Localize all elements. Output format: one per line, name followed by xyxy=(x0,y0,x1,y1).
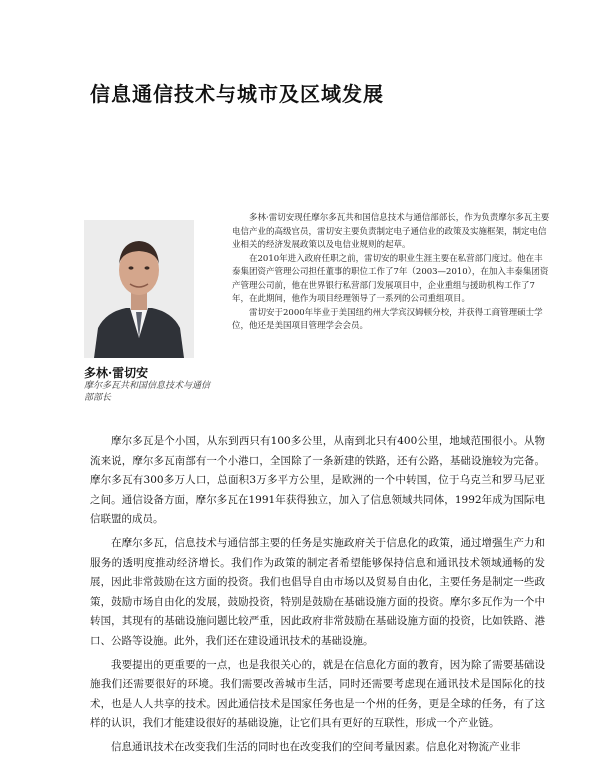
article-title: 信息通信技术与城市及区域发展 xyxy=(90,82,384,106)
author-portrait-icon xyxy=(84,220,194,358)
author-photo xyxy=(84,220,194,358)
body-paragraph: 摩尔多瓦是个小国，从东到西只有100多公里，从南到北只有400公里，地域范围很小。从物流来说，摩尔多瓦南部有一个小港口，全国除了一条新建的铁路，还有公路，基础设施较为完备。摩尔多瓦有300多万人口，总面积3万多平方公里，是欧洲的一个中转国，位于乌克兰和罗马尼亚之间。通信设备方面，摩尔多瓦在1991年获得独立，加入了信息领域共同体，1992年成为国际电信联盟的成员。 xyxy=(90,435,545,526)
body-paragraph: 在摩尔多瓦，信息技术与通信部主要的任务是实施政府关于信息化的政策，通过增强生产力和服务的透明度推动经济增长。我们作为政策的制定者希望能够保持信息和通讯技术领域通畅的发展，因此非常鼓励在这方面的投资。我们也倡导自由市场以及贸易自由化，主要任务是制定一些政策，鼓励市场自由化的发展，鼓励投资，特别是鼓励在基础设施方面的投资。摩尔多瓦作为一个中转国，其现有的基础设施问题比较严重，因此政府非常鼓励在基础设施方面的投资，比如铁路、港口、公路等设施。此外，我们还在建设通讯技术的基础设施。 xyxy=(90,536,545,647)
bio-paragraph: 雷切安于2000年毕业于美国纽约州大学宾汉姆顿分校，并获得工商管理硕士学位，他还是美国项目管理学会会员。 xyxy=(232,307,543,331)
bio-paragraph: 在2010年进入政府任职之前，雷切安的职业生涯主要在私营部门度过。他在丰泰集团资产管理公司担任董事的职位工作了7年（2003—2010），在加入丰泰集团资产管理公司前，他在世界银行私营部门发展项目中，企业重组与援助机构工作了7年，在此期间，他作为项目经理领导了一系列的公司重组项目。 xyxy=(232,253,549,304)
author-bio xyxy=(232,212,550,334)
bio-paragraph: 多林·雷切安现任摩尔多瓦共和国信息技术与通信部部长，作为负责摩尔多瓦主要电信产业的高级官员，雷切安主要负责制定电子通信业的政策及实施框架，制定电信业相关的经济发展政策以及电信业规则的起草。 xyxy=(232,213,550,250)
article-body xyxy=(90,432,545,762)
body-paragraph: 我要提出的更重要的一点，也是我很关心的，就是在信息化方面的教育，因为除了需要基础设施我们还需要很好的环境。我们需要改善城市生活，同时还需要考虑现在通讯技术是国际化的技术，也是人人共享的技术。因此通信技术是国家任务也是一个州的任务，更是全球的任务，有了这样的认识，我们才能建设很好的基础设施，让它们具有更好的互联性，形成一个产业链。 xyxy=(90,658,545,730)
author-role: 摩尔多瓦共和国信息技术与通信部部长 xyxy=(84,381,211,403)
author-name: 多林·雷切安 xyxy=(84,366,149,380)
body-paragraph: 信息通讯技术在改变我们生活的同时也在改变我们的空间考量因素。信息化对物流产业非 xyxy=(111,740,521,753)
